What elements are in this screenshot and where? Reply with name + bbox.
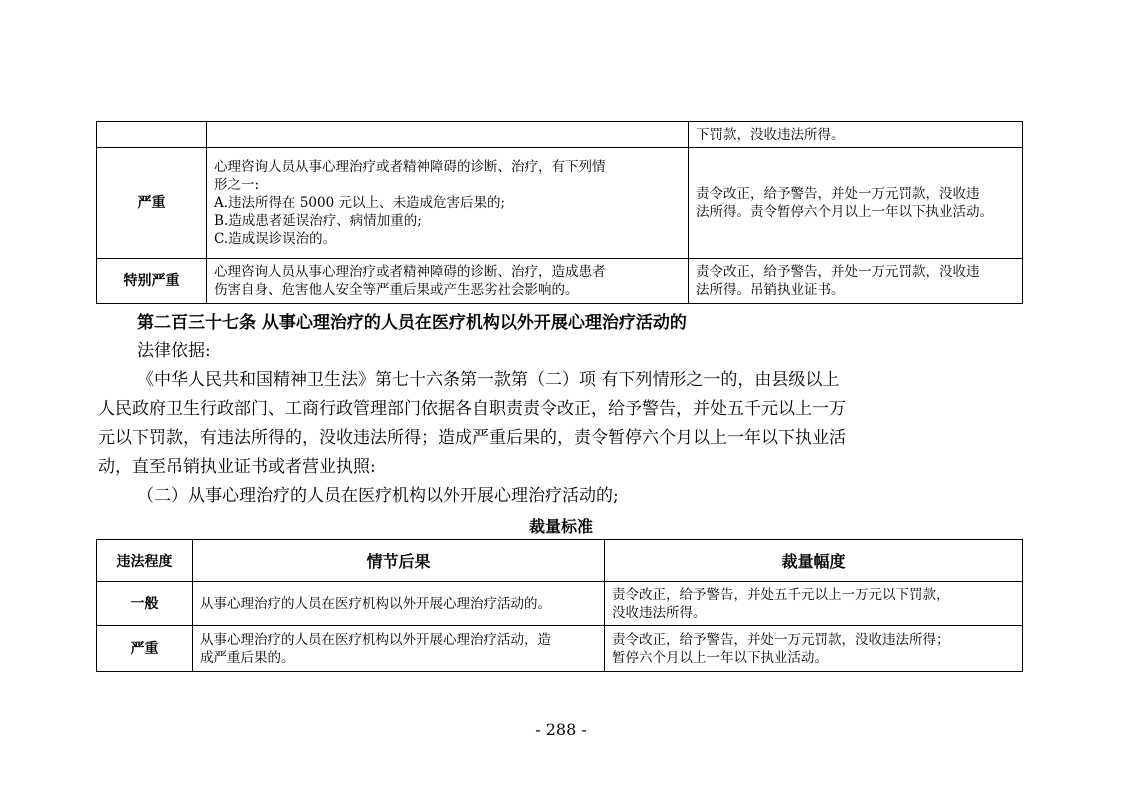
penalty-cell — [689, 259, 1023, 304]
level-cell: 特别严重 — [97, 259, 207, 304]
circumstance-line: C.造成误诊误治的。 — [214, 231, 337, 247]
circumstance-line: 心理咨询人员从事心理治疗或者精神障碍的诊断、治疗，造成患者 — [214, 264, 606, 280]
penalty-cell — [689, 122, 1023, 148]
column-header-circumstance: 情节后果 — [193, 540, 605, 582]
level-cell: 严重 — [97, 626, 193, 672]
circumstance-line: 从事心理治疗的人员在医疗机构以外开展心理治疗活动，造 — [200, 631, 551, 648]
penalty-line: 下罚款，没收违法所得。 — [696, 126, 845, 143]
penalty-line: 法所得。吊销执业证书。 — [696, 282, 845, 298]
level-cell: 一般 — [97, 582, 193, 626]
penalty-cell — [605, 626, 1023, 672]
table-row — [97, 122, 1023, 148]
table-row — [97, 582, 1023, 626]
article-heading: 第二百三十七条 从事心理治疗的人员在医疗机构以外开展心理治疗活动的 — [137, 313, 687, 333]
circumstance-line: B.造成患者延误治疗、病情加重的; — [214, 213, 422, 229]
circumstance-line: 形之一: — [214, 177, 260, 193]
circumstance-line: A.违法所得在 5000 元以上、未造成危害后果的; — [214, 195, 506, 211]
penalty-line: 责令改正，给予警告，并处一万元罚款，没收违法所得； — [612, 631, 950, 648]
circumstance-line: 成严重后果的。 — [200, 649, 295, 666]
circumstance-cell — [207, 259, 689, 304]
circumstance-cell — [207, 148, 689, 259]
penalty-line: 暂停六个月以上一年以下执业活动。 — [612, 649, 828, 666]
table-caption: 裁量标准 — [528, 517, 593, 536]
law-text-line: 《中华人民共和国精神卫生法》第七十六条第一款第（二）项 有下列情形之一的，由县级以上 — [137, 370, 840, 390]
penalty-table-continued — [96, 121, 1023, 304]
circumstance-cell — [207, 122, 689, 148]
column-header-level: 违法程度 — [97, 540, 193, 582]
law-text-line: 动，直至吊销执业证书或者营业执照: — [98, 457, 376, 477]
circumstance-cell — [193, 626, 605, 672]
table-row — [97, 626, 1023, 672]
law-text-line: 元以下罚款，有违法所得的，没收违法所得；造成严重后果的，责令暂停六个月以上一年以下执业活 — [98, 428, 846, 448]
discretion-standard-table — [96, 539, 1023, 672]
penalty-line: 法所得。责令暂停六个月以上一年以下执业活动。 — [696, 204, 993, 220]
level-cell: 严重 — [97, 148, 207, 259]
circumstance-line: 从事心理治疗的人员在医疗机构以外开展心理治疗活动的。 — [200, 595, 551, 612]
penalty-cell — [689, 148, 1023, 259]
legal-basis-label: 法律依据: — [137, 341, 211, 361]
circumstance-line: 伤害自身、危害他人安全等严重后果或产生恶劣社会影响的。 — [214, 282, 579, 298]
column-header-penalty: 裁量幅度 — [605, 540, 1023, 582]
page-number: - 288 - — [535, 720, 587, 739]
circumstance-line: 心理咨询人员从事心理治疗或者精神障碍的诊断、治疗，有下列情 — [214, 159, 606, 175]
penalty-line: 没收违法所得。 — [612, 604, 707, 621]
table-header-row — [97, 540, 1023, 582]
penalty-line: 责令改正，给予警告，并处五千元以上一万元以下罚款， — [612, 586, 950, 603]
table-row — [97, 148, 1023, 259]
penalty-line: 责令改正，给予警告，并处一万元罚款，没收违 — [696, 264, 980, 280]
law-text-line: 人民政府卫生行政部门、工商行政管理部门依据各自职责责令改正，给予警告，并处五千元以上一万 — [98, 399, 846, 419]
penalty-line: 责令改正，给予警告，并处一万元罚款，没收违 — [696, 186, 980, 202]
law-item-text: （二）从事心理治疗的人员在医疗机构以外开展心理治疗活动的; — [137, 486, 619, 506]
penalty-cell — [605, 582, 1023, 626]
circumstance-cell — [193, 582, 605, 626]
table-row — [97, 259, 1023, 304]
level-cell — [97, 122, 207, 148]
